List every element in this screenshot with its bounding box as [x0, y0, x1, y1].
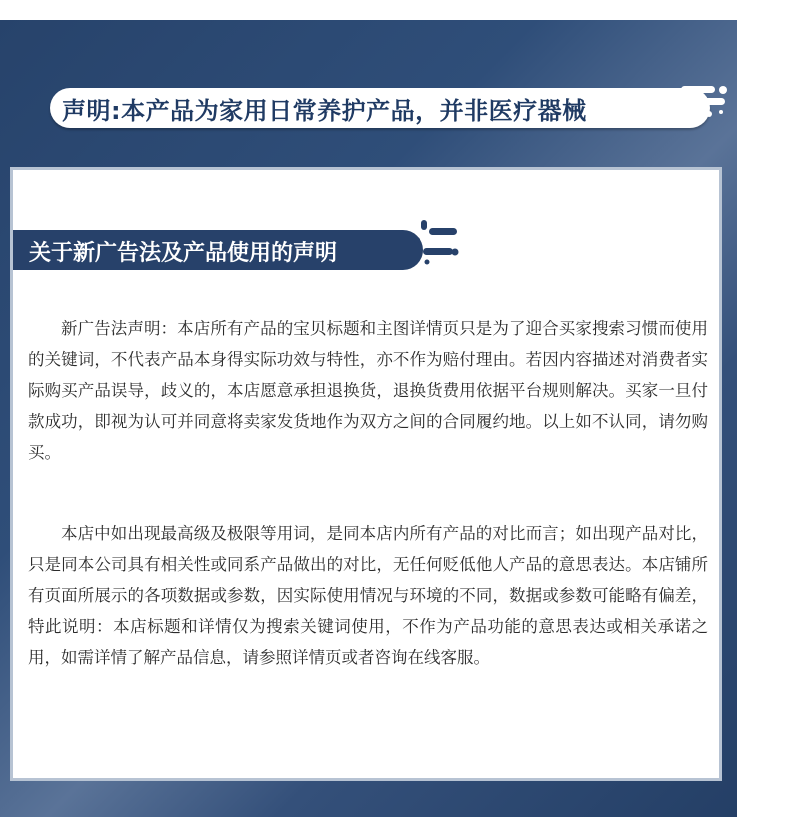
section-decoration-icon — [403, 218, 463, 276]
paragraph-superlatives: 本店中如出现最高级及极限等用词，是同本店内所有产品的对比而言；如出现产品对比，只是同本公司具有相关性或同系产品做出的对比，无任何贬低他人产品的意思表达。本店铺所有页面所展示的各项数据或参数，因实际使用情况与环境的不同，数据或参数可能略有偏差，特此说明：本店标题和详情仅为搜索关键词使用，不作为产品功能的意思表达或相关承诺之用，如需详情了解产品信息，请参照详情页或者咨询在线客服。 — [28, 524, 708, 667]
paragraph-ad-law: 新广告法声明：本店所有产品的宝贝标题和主图详情页只是为了迎合买家搜索习惯而使用的关键词，不代表产品本身得实际功效与特性，亦不作为赔付理由。若因内容描述对消费者实际购买产品误导，歧义的，本店愿意承担退换货，退换货费用依据平台规则解决。买家一旦付款成功，即视为认可并同意将卖家发货地作为双方之间的合同履约地。以上如不认同，请勿购买。 — [28, 319, 708, 462]
content-card — [10, 167, 722, 781]
banner-title: 声明:本产品为家用日常养护产品，并非医疗器械 — [62, 97, 587, 125]
section-header — [13, 218, 463, 278]
cloud-decoration-icon — [675, 72, 735, 128]
section-title: 关于新广告法及产品使用的声明 — [29, 241, 338, 266]
disclaimer-banner — [50, 80, 720, 132]
